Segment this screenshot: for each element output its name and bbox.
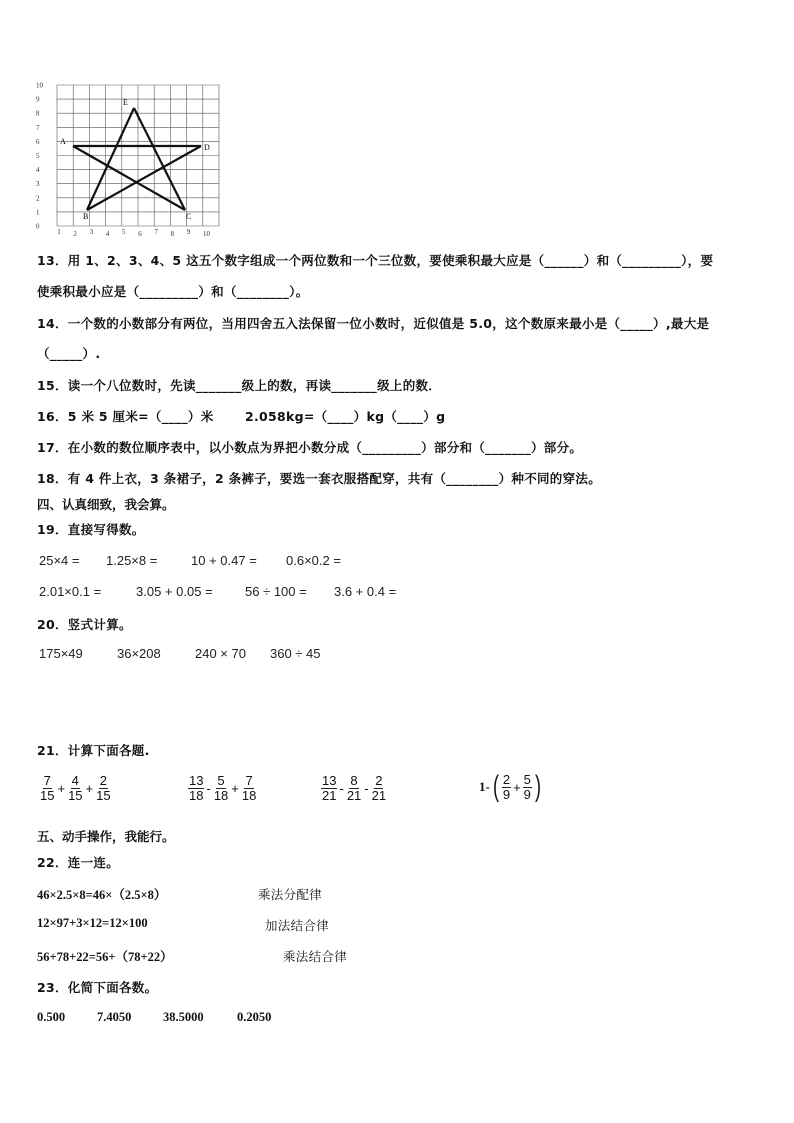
denominator: 15 bbox=[40, 788, 55, 803]
q19-item: 2.01×0.1 = bbox=[39, 584, 102, 599]
x-tick-label: 2 bbox=[73, 230, 77, 238]
numerator: 2 bbox=[375, 773, 383, 788]
y-tick-label: 2 bbox=[36, 194, 40, 203]
q14-line1: 14．一个数的小数部分有两位，当用四舍五入法保留一位小数时，近似值是 5.0，这个数原来最小是（_____）,最大是 bbox=[37, 316, 710, 331]
numerator: 13 bbox=[322, 773, 337, 788]
denominator: 18 bbox=[213, 788, 229, 803]
numerator: 7 bbox=[43, 773, 51, 788]
numerator: 5 bbox=[523, 771, 531, 787]
q22-title: 22．连一连。 bbox=[37, 855, 119, 870]
q22-right-item: 加法结合律 bbox=[265, 918, 330, 933]
q22-left-item: 46×2.5×8=46×（2.5×8） bbox=[37, 888, 167, 902]
y-tick-label: 6 bbox=[36, 137, 40, 146]
numerator: 2 bbox=[99, 773, 107, 788]
y-tick-label: 10 bbox=[36, 81, 43, 90]
q21-expr-3 bbox=[320, 774, 388, 803]
y-tick-label: 0 bbox=[36, 222, 40, 231]
q21-expr-2 bbox=[187, 774, 258, 803]
q18-text: 18．有 4 件上衣，3 条裙子，2 条裤子，要选一套衣服搭配穿，共有（________）种不同的穿法。 bbox=[37, 471, 601, 486]
point-label-c: C bbox=[186, 212, 192, 221]
q23-item: 38.5000 bbox=[163, 1010, 204, 1024]
y-tick-label: 4 bbox=[36, 166, 40, 175]
point-label-d: D bbox=[204, 143, 210, 152]
denominator: 9 bbox=[523, 786, 531, 802]
denominator: 21 bbox=[346, 788, 362, 803]
q19-item: 56 ÷ 100 = bbox=[245, 584, 307, 599]
right-paren: ) bbox=[534, 770, 541, 803]
q15-text: 15．读一个八位数时，先读_______级上的数，再读_______级上的数． bbox=[37, 378, 442, 393]
y-tick-label: 9 bbox=[36, 95, 40, 104]
q19-item: 1.25×8 = bbox=[106, 553, 158, 568]
denominator: 18 bbox=[189, 788, 204, 803]
section-4-heading: 四、认真细致，我会算。 bbox=[37, 497, 175, 512]
x-tick-label: 5 bbox=[122, 228, 126, 236]
operator: - bbox=[364, 781, 369, 796]
operator: + bbox=[85, 781, 94, 796]
denominator: 15 bbox=[96, 788, 111, 803]
q19-item: 3.6 + 0.4 = bbox=[334, 584, 397, 599]
operator: - bbox=[339, 781, 344, 796]
numerator: 2 bbox=[502, 771, 511, 787]
q23-item: 0.2050 bbox=[237, 1010, 272, 1024]
star-grid-figure bbox=[30, 78, 230, 238]
q22-right-item: 乘法分配律 bbox=[258, 887, 323, 902]
numerator: 7 bbox=[245, 773, 253, 788]
q20-item: 360 ÷ 45 bbox=[270, 646, 321, 661]
x-tick-label: 9 bbox=[186, 228, 191, 236]
denominator: 18 bbox=[241, 788, 257, 803]
q23-item: 7.4050 bbox=[97, 1010, 132, 1024]
q17-text: 17．在小数的数位顺序表中，以小数点为界把小数分成（_________）部分和（_______）部分。 bbox=[37, 440, 583, 455]
point-label-a: A bbox=[60, 137, 66, 146]
q20-item: 240 × 70 bbox=[195, 646, 246, 661]
left-paren: ( bbox=[492, 770, 499, 803]
grid-lines bbox=[57, 85, 219, 226]
q19-item: 10 + 0.47 = bbox=[191, 553, 257, 568]
operator: + bbox=[513, 779, 521, 795]
q20-title: 20．竖式计算。 bbox=[37, 617, 132, 632]
q23-item: 0.500 bbox=[37, 1010, 66, 1024]
q19-item: 0.6×0.2 = bbox=[286, 553, 341, 568]
section-5-heading: 五、动手操作，我能行。 bbox=[37, 829, 175, 844]
y-tick-label: 7 bbox=[36, 123, 40, 132]
y-tick-label: 1 bbox=[36, 208, 40, 217]
denominator: 21 bbox=[322, 788, 337, 803]
y-axis-ticks bbox=[36, 82, 44, 231]
operator: - bbox=[206, 781, 211, 796]
lead-term: 1- bbox=[479, 779, 490, 794]
q23-title: 23．化简下面各数。 bbox=[37, 980, 158, 995]
q20-item: 36×208 bbox=[117, 646, 161, 661]
x-tick-label: 10 bbox=[203, 230, 210, 238]
point-label-b: B bbox=[83, 212, 89, 221]
q20-item: 175×49 bbox=[39, 646, 83, 661]
q16-part-b: 2.058kg=（____）kg（____）g bbox=[245, 409, 446, 424]
numerator: 4 bbox=[71, 773, 79, 788]
x-tick-label: 1 bbox=[57, 228, 61, 236]
operator: + bbox=[231, 781, 239, 796]
q22-left-item: 12×97+3×12=12×100 bbox=[37, 916, 148, 930]
q21-expr-4 bbox=[478, 772, 543, 802]
point-label-e: E bbox=[123, 98, 128, 107]
y-tick-label: 3 bbox=[36, 180, 40, 189]
q14-line2: （_____）. bbox=[37, 346, 101, 361]
denominator: 15 bbox=[68, 788, 83, 803]
q19-item: 3.05 + 0.05 = bbox=[136, 584, 213, 599]
x-tick-label: 4 bbox=[105, 230, 110, 238]
q22-right-item: 乘法结合律 bbox=[283, 949, 348, 964]
q13-line1: 13．用 1、2、3、4、5 这五个数字组成一个两位数和一个三位数，要使乘积最大应是（______）和（_________），要 bbox=[37, 253, 714, 268]
operator: + bbox=[57, 781, 66, 796]
q19-title: 19．直接写得数。 bbox=[37, 522, 145, 537]
x-tick-label: 3 bbox=[89, 228, 94, 236]
q13-line2: 使乘积最小应是（_________）和（________）。 bbox=[37, 284, 309, 299]
denominator: 9 bbox=[502, 786, 511, 802]
y-tick-label: 8 bbox=[36, 109, 40, 118]
x-axis-ticks bbox=[57, 228, 210, 238]
x-tick-label: 8 bbox=[170, 230, 175, 238]
y-tick-label: 5 bbox=[36, 152, 40, 160]
q22-left-item: 56+78+22=56+（78+22） bbox=[37, 950, 173, 964]
x-tick-label: 6 bbox=[138, 230, 142, 238]
numerator: 5 bbox=[217, 773, 225, 788]
denominator: 21 bbox=[371, 788, 387, 803]
q21-title: 21．计算下面各题. bbox=[37, 743, 150, 758]
q19-item: 25×4 = bbox=[39, 553, 80, 568]
q21-expr-1 bbox=[38, 774, 113, 803]
q16-part-a: 16．5 米 5 厘米=（____）米 bbox=[37, 409, 214, 424]
x-tick-label: 7 bbox=[154, 228, 158, 236]
numerator: 8 bbox=[350, 773, 358, 788]
numerator: 13 bbox=[189, 773, 204, 788]
